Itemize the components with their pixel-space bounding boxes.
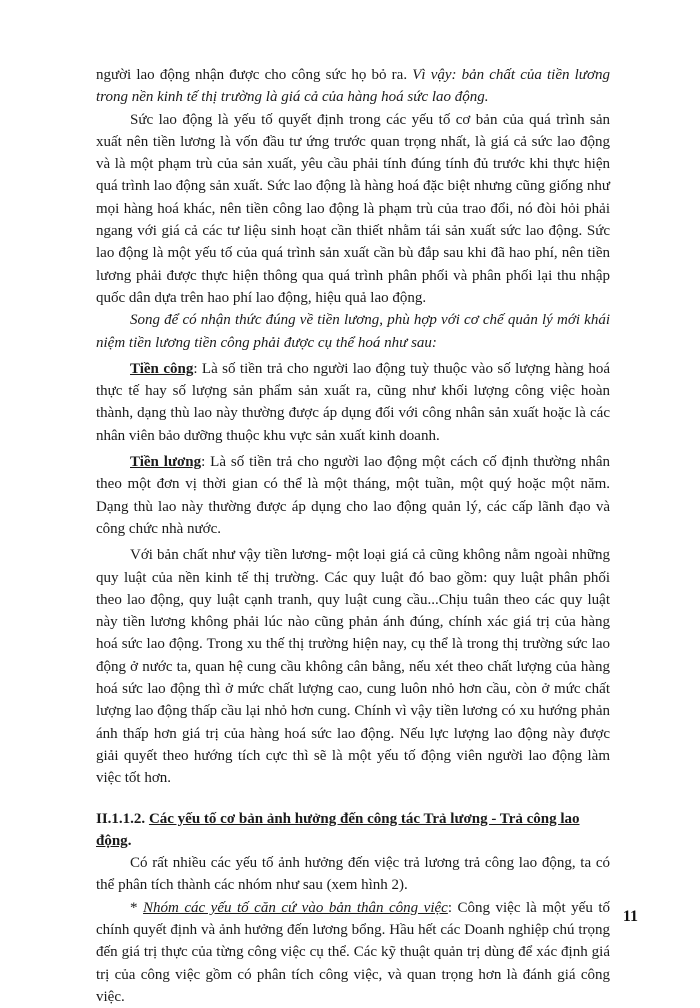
- paragraph-factors-intro: Có rất nhiều các yếu tố ảnh hưởng đến việc trả lương trả công lao động, ta có thể phân tích thành các nhóm như sau (xem hình 2).: [96, 855, 610, 894]
- term-tien-luong: Tiền lương: [130, 454, 202, 471]
- job-factors-label: Nhóm các yếu tố căn cứ vào bản thân công việc: [143, 899, 448, 916]
- paragraph-intro: [96, 64, 610, 109]
- section-title-end: .: [127, 832, 132, 849]
- document-page: [96, 64, 610, 1008]
- definition-tien-cong-text: : Là số tiền trả cho người lao động tuỳ thuộc vào số lượng hàng hoá thực tế hay số lượng sản phẩm sản xuất ra, cũng như khối lượng công việc hoàn thành, dạng thù lao này thường được áp dụng đối với công nhân sản xuất hoặc là các nhân viên bảo dưỡng thuộc khu vực sản xuất kinh doanh.: [96, 360, 610, 444]
- paragraph-labor-value: Sức lao động là yếu tố quyết định trong các yếu tố cơ bản của quá trình sản xuất nên tiền lương là vốn đầu tư ứng trước quan trọng nhất, là giá cả sức lao động và là một phạm trù của sản xuất, yêu cầu phải tính đúng tính đủ trước khi thực hiện quá trình lao động sản xuất. Sức lao động là hàng hoá đặc biệt nhưng cũng giống như mọi hàng hoá khác, nên tiền công lao động là phạm trù của trao đổi, nó đòi hỏi phải ngang với giá cả các tư liệu sinh hoạt cần thiết nhằm tái sản xuất sức lao động. Sức lao động là một yếu tố của quá trình sản xuất cần bù đắp sau khi đã hao phí, nên tiền lương phải được thực hiện thông qua quá trình phân phối và phân phối lại thu nhập quốc dân dựa trên hao phí lao động, hiệu quả lao động.: [96, 111, 610, 306]
- paragraph-job-factors: [96, 897, 610, 1008]
- section-title: Các yếu tố cơ bản ảnh hưởng đến công tác Trả lương - Trả công lao động: [96, 810, 580, 849]
- intro-conclusion: Vì vậy: bản chất của tiền lương trong nền kinh tế thị trường là giá cả của hàng hoá sức lao động.: [96, 67, 610, 106]
- section-heading: [96, 808, 610, 853]
- term-tien-cong: Tiền công: [130, 360, 194, 377]
- definition-tien-cong: [96, 358, 610, 447]
- paragraph-market-laws: Với bản chất như vậy tiền lương- một loại giá cả cũng không nằm ngoài những quy luật của nền kinh tế thị trường. Các quy luật đó bao gồm: quy luật phân phối theo lao động, quy luật cạnh tranh, quy luật cung cầu...Chịu tuân theo các quy luật này tiền lương không phải lúc nào cũng phản ánh đúng, chính xác giá trị của hàng hoá sức lao động. Trong xu thế thị trường hiện nay, cụ thể là trong thị trường sức lao động ở nước ta, quan hệ cung cầu không cân bằng, nếu xét theo chất lượng của hàng hoá sức lao động thì ở mức chất lượng cao, cung luôn nhỏ hơn cầu, còn ở mức chất lượng lao động thấp cầu lại nhỏ hơn cung. Chính vì vậy tiền lương có xu hướng phản ánh thấp hơn giá trị của hàng hoá sức lao động. Nếu lực lượng lao động này được giải quyết theo hướng tích cực thì sẽ là một yếu tố động viên người lao động làm việc tốt hơn.: [96, 547, 610, 787]
- job-factors-text: : Công việc là một yếu tố chính quyết định và ảnh hưởng đến lương bổng. Hầu hết các Doanh nghiệp chú trọng đến giá trị thực của từng công việc cụ thể. Các kỹ thuật quản trị dùng để xác định giá trị của công việc gồm có phân tích công việc, và quan trọng hơn là đánh giá công việc.: [96, 899, 611, 1005]
- definition-tien-luong: [96, 451, 610, 540]
- paragraph-concept-intro: Song để có nhận thức đúng về tiền lương, phù hợp với cơ chế quản lý mới khái niệm tiền lương tiền công phải được cụ thể hoá như sau:: [96, 312, 610, 351]
- definition-tien-luong-text: : Là số tiền trả cho người lao động một cách cố định thường nhân theo một đơn vị thời gian có thể là một tháng, một tuần, một quý hoặc một năm. Dạng thù lao này thường được áp dụng cho lao động quản lý, các cấp lãnh đạo và công chức nhà nước.: [96, 454, 611, 537]
- page-number: 11: [622, 908, 638, 925]
- intro-text: người lao động nhận được cho công sức họ bỏ ra.: [96, 67, 413, 83]
- bullet-marker: *: [130, 899, 144, 916]
- section-number: II.1.1.2.: [96, 810, 149, 827]
